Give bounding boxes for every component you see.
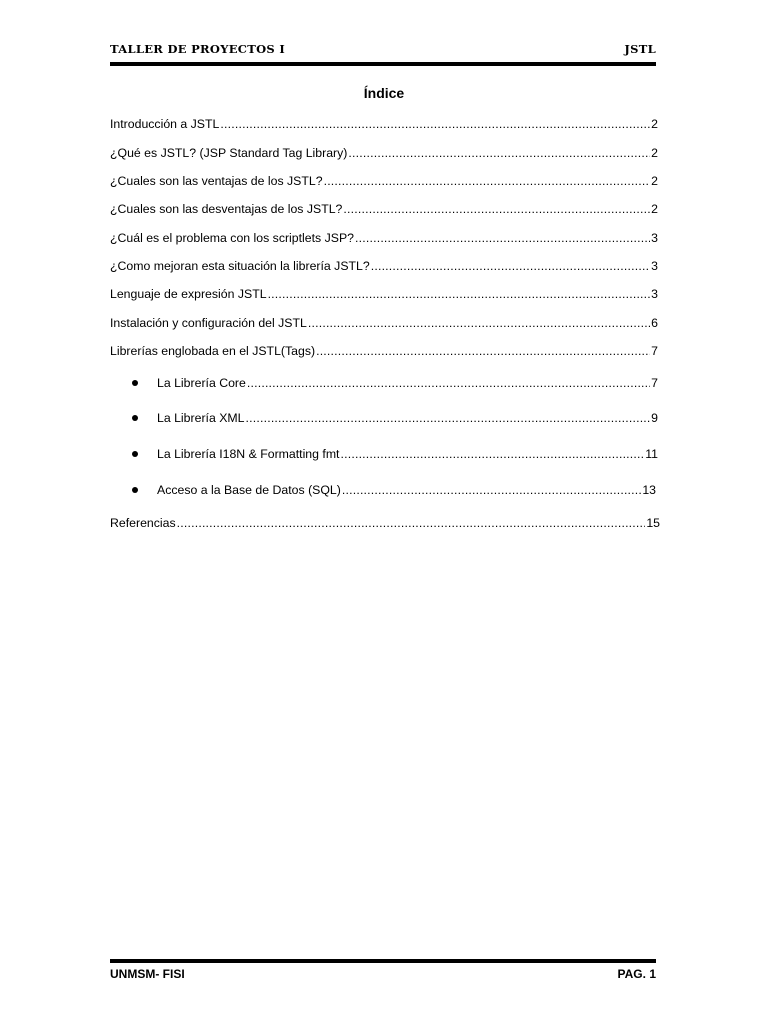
toc-entry-referencias[interactable] <box>110 516 660 532</box>
toc-entry-text: Introducción a JSTL <box>110 117 220 131</box>
toc-leader-dots <box>324 174 651 188</box>
toc-entry-acceso-base-datos[interactable] <box>157 483 656 499</box>
toc-entry-text: Referencias <box>110 516 176 530</box>
toc-entry-problema-scriptlets[interactable] <box>110 231 658 247</box>
toc-leader-dots <box>340 447 644 461</box>
toc-leader-dots <box>342 483 641 497</box>
toc-leader-dots <box>246 411 651 425</box>
toc-entry-text: La Librería I18N & Formatting fmt <box>157 447 340 461</box>
toc-entry-text: La Librería XML <box>157 411 245 425</box>
toc-entry-page: 3 <box>651 231 658 245</box>
toc-entry-page: 2 <box>651 202 658 216</box>
page-footer <box>110 967 656 983</box>
toc-entry-text: La Librería Core <box>157 376 246 390</box>
toc-entry-text: ¿Cuales son las desventajas de los JSTL? <box>110 202 343 216</box>
toc-entry-libreria-core[interactable] <box>157 376 658 392</box>
toc-entry-page: 13 <box>642 483 656 497</box>
toc-entry-text: Instalación y configuración del JSTL <box>110 316 307 330</box>
toc-leader-dots <box>348 146 650 160</box>
toc-leader-dots <box>220 117 650 131</box>
toc-entry-text: ¿Cuales son las ventajas de los JSTL? <box>110 174 323 188</box>
toc-entry-text: Lenguaje de expresión JSTL <box>110 287 267 301</box>
toc-leader-dots <box>177 516 646 530</box>
toc-leader-dots <box>371 259 650 273</box>
toc-entry-desventajas[interactable] <box>110 202 658 218</box>
toc-entry-libreria-i18n[interactable] <box>157 447 658 463</box>
toc-leader-dots <box>355 231 650 245</box>
toc-entry-page: 2 <box>651 146 658 160</box>
header-course-title: TALLER DE PROYECTOS I <box>110 42 286 56</box>
footer-rule <box>110 959 656 963</box>
toc-entry-page: 3 <box>651 287 658 301</box>
toc-entry-page: 2 <box>651 117 658 131</box>
toc-entry-como-mejoran[interactable] <box>110 259 658 275</box>
toc-leader-dots <box>308 316 650 330</box>
toc-entry-page: 9 <box>651 411 658 425</box>
toc-entry-page: 15 <box>646 516 660 530</box>
toc-leader-dots <box>268 287 651 301</box>
toc-entry-page: 7 <box>651 376 658 390</box>
toc-entry-page: 6 <box>651 316 658 330</box>
toc-entry-que-es-jstl[interactable] <box>110 146 658 162</box>
footer-page-number: PAG. 1 <box>617 967 656 981</box>
header-topic: JSTL <box>624 42 656 56</box>
toc-entry-text: ¿Como mejoran esta situación la librería JSTL? <box>110 259 370 273</box>
toc-leader-dots <box>316 344 650 358</box>
toc-entry-libreria-xml[interactable] <box>157 411 658 427</box>
bullet-icon <box>132 380 138 386</box>
toc-entry-page: 11 <box>645 447 658 461</box>
toc-entry-text: Acceso a la Base de Datos (SQL) <box>157 483 341 497</box>
toc-entry-introduccion[interactable] <box>110 117 658 133</box>
page-title: Índice <box>363 85 405 101</box>
toc-entry-page: 3 <box>651 259 658 273</box>
toc-entry-text: Librerías englobada en el JSTL(Tags) <box>110 344 316 358</box>
bullet-icon <box>132 451 138 457</box>
toc-entry-instalacion[interactable] <box>110 316 658 332</box>
toc-leader-dots <box>343 202 650 216</box>
toc-entry-lenguaje-expresion[interactable] <box>110 287 658 303</box>
toc-entry-librerias[interactable] <box>110 344 658 360</box>
toc-entry-page: 7 <box>651 344 658 358</box>
toc-entry-ventajas[interactable] <box>110 174 658 190</box>
toc-leader-dots <box>247 376 650 390</box>
toc-entry-text: ¿Qué es JSTL? (JSP Standard Tag Library) <box>110 146 348 160</box>
toc-entry-text: ¿Cuál es el problema con los scriptlets JSP? <box>110 231 354 245</box>
toc-entry-page: 2 <box>651 174 658 188</box>
bullet-icon <box>132 415 138 421</box>
footer-institution: UNMSM- FISI <box>110 967 185 981</box>
bullet-icon <box>132 487 138 493</box>
